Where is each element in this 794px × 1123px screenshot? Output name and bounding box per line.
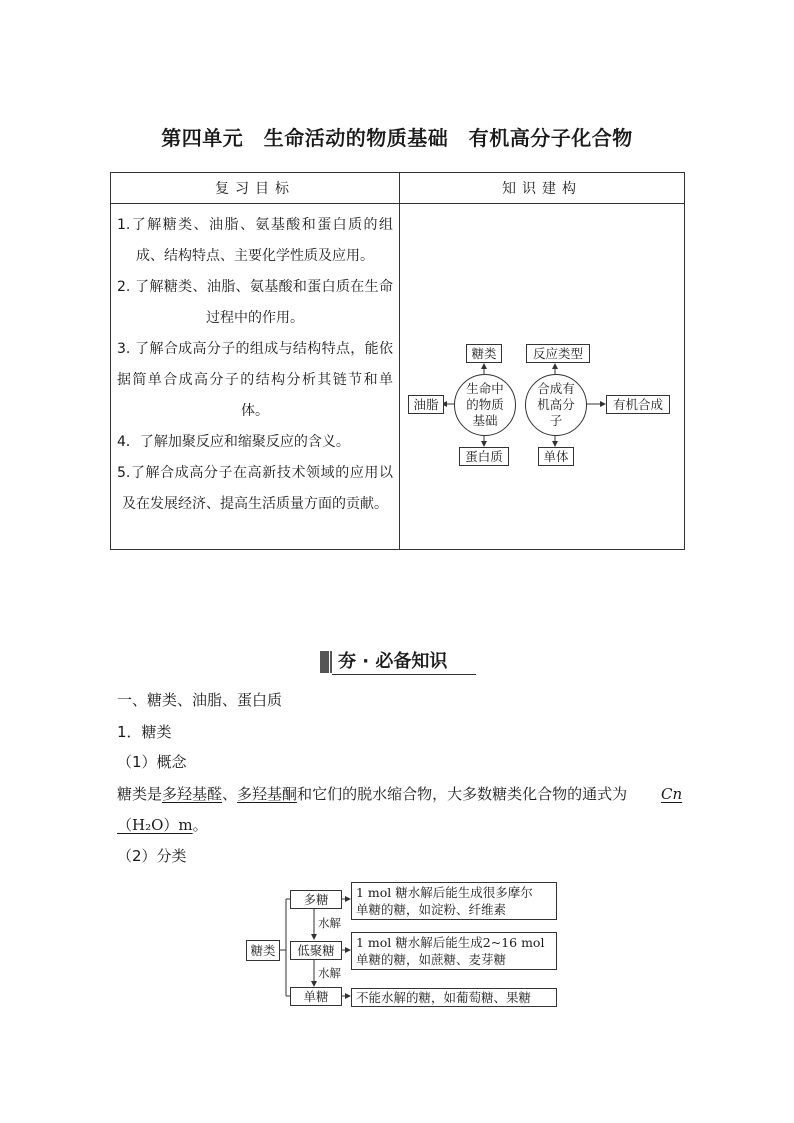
definition-middle: 和它们的脱水缩合物，大多数糖类化合物的通式为 (297, 785, 628, 803)
box-organic-synthesis: 有机合成 (606, 395, 670, 414)
heading-concept: （1）概念 (117, 753, 187, 771)
heading-sugars: 1．糖类 (117, 723, 172, 741)
section-bar-icon (320, 651, 329, 673)
goal-5: 5.了解合成高分子在高新技术领域的应用以及在发展经济、提高生活质量方面的贡献。 (117, 465, 393, 512)
class-polysaccharide: 多糖 (290, 890, 342, 909)
definition-end: 。 (192, 816, 208, 834)
circle-life-substances: 生命中的物质基础 (454, 374, 516, 436)
circle-synthetic-polymers: 合成有机高分子 (525, 374, 587, 436)
goal-4: 4．了解加聚反应和缩聚反应的含义。 (117, 434, 350, 450)
header-knowledge-construction: 知识建构 (400, 173, 685, 204)
definition-separator: 、 (222, 785, 238, 803)
class-root-sugars: 糖类 (246, 940, 280, 961)
desc-poly-line-2: 单糖的糖，如淀粉、纤维素 (356, 902, 507, 917)
definition-prefix: 糖类是 (117, 785, 163, 803)
desc-polysaccharide (351, 882, 557, 920)
classification-diagram (240, 878, 560, 1013)
knowledge-map-cell (400, 204, 685, 550)
hydrolysis-label-1: 水解 (318, 916, 341, 930)
header-review-goals: 复习目标 (111, 173, 400, 204)
section-underline (332, 674, 476, 675)
box-fats: 油脂 (408, 395, 444, 414)
desc-oligo-line-1: 1 mol 糖水解后能生成2~16 mol (356, 935, 545, 950)
definition-line (117, 784, 627, 804)
class-oligosaccharide: 低聚糖 (290, 941, 342, 960)
hydrolysis-label-2: 水解 (318, 966, 341, 980)
desc-oligosaccharide (351, 932, 557, 970)
formula-cn: Cn (661, 785, 683, 803)
formula-line (117, 815, 208, 835)
heading-1: 一、糖类、油脂、蛋白质 (117, 691, 283, 709)
box-monomer: 单体 (538, 447, 574, 466)
section-label: 夯 · 必备知识 (338, 651, 448, 672)
page-title: 第四单元 生命活动的物质基础 有机高分子化合物 (161, 126, 633, 150)
section-bar-thin-icon (330, 651, 332, 673)
answer-blank-2: 多羟基酮 (237, 785, 298, 803)
heading-classification: （2）分类 (117, 847, 187, 865)
box-sugars: 糖类 (466, 344, 502, 363)
formula-rest: （H₂O）m (117, 816, 193, 834)
goal-1: 1.了解糖类、油脂、氨基酸和蛋白质的组成、结构特点、主要化学性质及应用。 (117, 217, 393, 264)
desc-poly-line-1: 1 mol 糖水解后能生成很多摩尔 (356, 885, 533, 900)
class-monosaccharide: 单糖 (290, 987, 342, 1006)
goals-cell (111, 204, 400, 550)
answer-blank-1: 多羟基醛 (162, 785, 223, 803)
goal-2: 2. 了解糖类、油脂、氨基酸和蛋白质在生命过程中的作用。 (117, 279, 393, 326)
box-proteins: 蛋白质 (459, 447, 509, 466)
review-table (110, 172, 685, 550)
desc-monosaccharide: 不能水解的糖，如葡萄糖、果糖 (351, 988, 557, 1007)
section-heading (320, 648, 476, 676)
goal-3: 3. 了解合成高分子的组成与结构特点，能依据简单合成高分子的结构分析其链节和单体。 (117, 341, 393, 419)
knowledge-map (400, 204, 688, 579)
desc-oligo-line-2: 单糖的糖，如蔗糖、麦芽糖 (356, 952, 507, 967)
box-reaction-types: 反应类型 (526, 344, 590, 363)
